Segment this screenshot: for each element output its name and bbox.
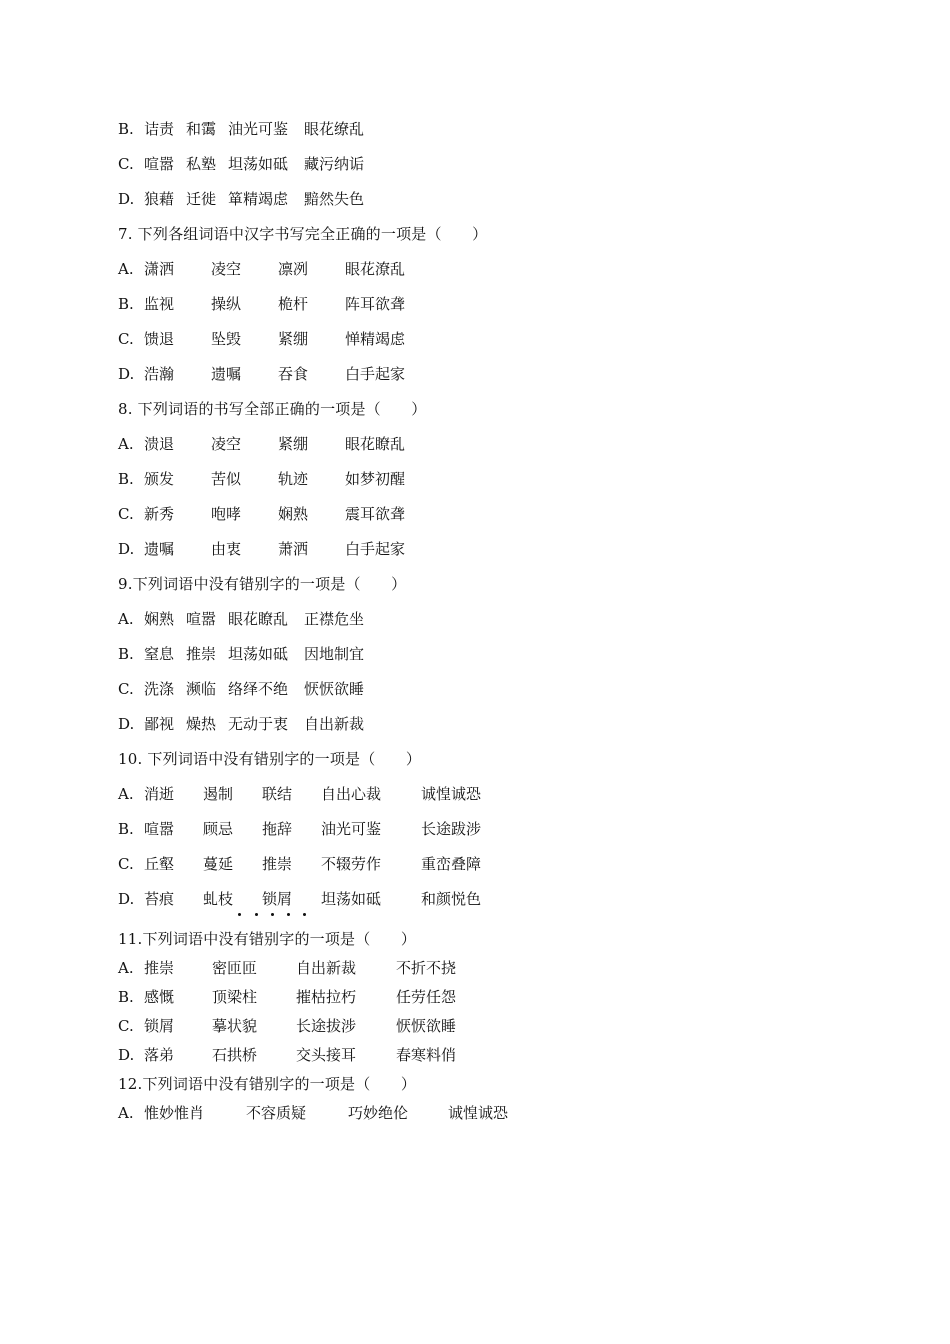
option-word: 虬枝 [203, 890, 234, 908]
question-stem: 8. 下列词语的书写全部正确的一项是（ ） [118, 400, 427, 418]
option-letter: C. [118, 680, 134, 698]
option-word: 摹状貌 [212, 1017, 258, 1035]
emphasis-dots [118, 917, 898, 925]
option-word: 阵耳欲聋 [345, 295, 406, 313]
option-word: 喧嚣 [186, 610, 217, 628]
option-word: 燥热 [186, 715, 217, 733]
emphasis-dot [271, 913, 274, 916]
option-row [118, 882, 898, 917]
option-row [118, 1099, 898, 1128]
option-word: 咆哮 [211, 505, 242, 523]
option-word: 任劳任怨 [396, 988, 457, 1006]
option-word: 长途跋涉 [421, 820, 482, 838]
option-word: 眼花瞭乱 [345, 435, 406, 453]
option-word: 萧洒 [278, 540, 309, 558]
option-word: 感慨 [144, 988, 175, 1006]
option-word: 如梦初醒 [345, 470, 406, 488]
question-stem: 11.下列词语中没有错别字的一项是（ ） [118, 930, 417, 948]
option-word: 惟妙惟肖 [144, 1104, 205, 1122]
option-letter: B. [118, 120, 134, 138]
option-word: 蔓延 [203, 855, 234, 873]
question-stem: 7. 下列各组词语中汉字书写完全正确的一项是（ ） [118, 225, 488, 243]
option-word: 不容质疑 [246, 1104, 307, 1122]
option-word: 恹恹欲睡 [396, 1017, 457, 1035]
option-word: 苔痕 [144, 890, 175, 908]
option-letter: D. [118, 190, 135, 208]
option-letter: D. [118, 715, 135, 733]
option-letter: A. [118, 785, 134, 803]
option-word: 操纵 [211, 295, 242, 313]
option-letter: C. [118, 330, 134, 348]
option-letter: B. [118, 470, 134, 488]
option-word: 拖辞 [262, 820, 293, 838]
option-word: 凌空 [211, 435, 242, 453]
option-letter: C. [118, 155, 134, 173]
option-row [118, 182, 898, 217]
option-letter: C. [118, 855, 134, 873]
option-word: 顶梁柱 [212, 988, 258, 1006]
option-word: 石拱桥 [212, 1046, 258, 1064]
option-word: 锁屑 [262, 890, 293, 908]
option-word: 紧绷 [278, 435, 309, 453]
option-word: 推崇 [186, 645, 217, 663]
option-word: 窒息 [144, 645, 175, 663]
option-letter: C. [118, 1017, 134, 1035]
option-word: 油光可鉴 [228, 120, 289, 138]
option-row [118, 954, 898, 983]
option-letter: B. [118, 645, 134, 663]
option-word: 无动于衷 [228, 715, 289, 733]
option-word: 坠毁 [211, 330, 242, 348]
option-word: 不辍劳作 [321, 855, 382, 873]
option-row [118, 252, 898, 287]
option-word: 溃退 [144, 435, 175, 453]
option-word: 恹恹欲睡 [304, 680, 365, 698]
option-word: 正襟危坐 [304, 610, 365, 628]
option-word: 消逝 [144, 785, 175, 803]
option-letter: A. [118, 959, 134, 977]
option-word: 惮精竭虑 [345, 330, 406, 348]
option-word: 重峦叠障 [421, 855, 482, 873]
option-row [118, 707, 898, 742]
question-stem: 10. 下列词语中没有错别字的一项是（ ） [118, 750, 422, 768]
option-word: 吞食 [278, 365, 309, 383]
option-word: 潇洒 [144, 260, 175, 278]
option-word: 和颜悦色 [421, 890, 482, 908]
option-word: 锁屑 [144, 1017, 175, 1035]
emphasis-dot [255, 913, 258, 916]
option-word: 私塾 [186, 155, 217, 173]
option-word: 遏制 [203, 785, 234, 803]
option-word: 顾忌 [203, 820, 234, 838]
option-word: 坦荡如砥 [228, 645, 289, 663]
option-word: 浩瀚 [144, 365, 175, 383]
emphasis-dot [287, 913, 290, 916]
option-word: 喧嚣 [144, 820, 175, 838]
option-row [118, 672, 898, 707]
option-word: 眼花潦乱 [345, 260, 406, 278]
option-word: 凌空 [211, 260, 242, 278]
option-word: 紧绷 [278, 330, 309, 348]
question-11 [118, 925, 898, 1070]
option-word: 推崇 [144, 959, 175, 977]
option-word: 遗嘱 [144, 540, 175, 558]
question-6-options [118, 112, 898, 217]
question-stem: 9.下列词语中没有错别字的一项是（ ） [118, 575, 407, 593]
option-word: 白手起家 [345, 365, 406, 383]
option-word: 自出心裁 [321, 785, 382, 803]
option-word: 自出新裁 [296, 959, 357, 977]
option-row [118, 812, 898, 847]
emphasis-dot [238, 913, 241, 916]
option-word: 诚惶诚恐 [448, 1104, 509, 1122]
option-letter: A. [118, 435, 134, 453]
option-row [118, 357, 898, 392]
option-letter: B. [118, 988, 134, 1006]
option-word: 喧嚣 [144, 155, 175, 173]
option-row [118, 462, 898, 497]
option-letter: C. [118, 505, 134, 523]
option-word: 迁徙 [186, 190, 217, 208]
option-letter: B. [118, 295, 134, 313]
option-word: 落弟 [144, 1046, 175, 1064]
option-word: 狼藉 [144, 190, 175, 208]
option-letter: A. [118, 1104, 134, 1122]
option-word: 络绎不绝 [228, 680, 289, 698]
question-12 [118, 1070, 898, 1128]
option-word: 藏污纳诟 [304, 155, 365, 173]
question-10 [118, 742, 898, 917]
option-word: 桅杆 [278, 295, 309, 313]
option-word: 推崇 [262, 855, 293, 873]
option-row [118, 777, 898, 812]
option-word: 不折不挠 [396, 959, 457, 977]
question-7 [118, 217, 898, 392]
option-word: 由衷 [211, 540, 242, 558]
option-word: 遗嘱 [211, 365, 242, 383]
option-word: 因地制宜 [304, 645, 365, 663]
worksheet [118, 112, 898, 1128]
option-word: 眼花缭乱 [304, 120, 365, 138]
option-word: 诘责 [144, 120, 175, 138]
option-word: 黯然失色 [304, 190, 365, 208]
option-word: 洗涤 [144, 680, 175, 698]
option-word: 坦荡如砥 [321, 890, 382, 908]
emphasis-dot [303, 913, 306, 916]
option-row [118, 497, 898, 532]
option-word: 凛冽 [278, 260, 309, 278]
option-letter: A. [118, 610, 134, 628]
option-letter: D. [118, 890, 135, 908]
option-word: 濒临 [186, 680, 217, 698]
option-row [118, 602, 898, 637]
option-row [118, 532, 898, 567]
option-word: 馈退 [144, 330, 175, 348]
option-word: 新秀 [144, 505, 175, 523]
question-8 [118, 392, 898, 567]
option-word: 箪精竭虑 [228, 190, 289, 208]
question-9 [118, 567, 898, 742]
option-word: 坦荡如砥 [228, 155, 289, 173]
option-word: 轨迹 [278, 470, 309, 488]
option-row [118, 112, 898, 147]
option-word: 油光可鉴 [321, 820, 382, 838]
option-word: 密匝匝 [212, 959, 258, 977]
option-row [118, 287, 898, 322]
option-row [118, 637, 898, 672]
option-word: 自出新裁 [304, 715, 365, 733]
option-word: 监视 [144, 295, 175, 313]
option-word: 交头接耳 [296, 1046, 357, 1064]
option-word: 苦似 [211, 470, 242, 488]
option-word: 长途拔涉 [296, 1017, 357, 1035]
option-word: 摧枯拉朽 [296, 988, 357, 1006]
option-word: 诚惶诚恐 [421, 785, 482, 803]
option-word: 震耳欲聋 [345, 505, 406, 523]
option-row [118, 1012, 898, 1041]
question-stem: 12.下列词语中没有错别字的一项是（ ） [118, 1075, 417, 1093]
option-word: 白手起家 [345, 540, 406, 558]
option-row [118, 322, 898, 357]
option-word: 春寒料俏 [396, 1046, 457, 1064]
option-letter: D. [118, 1046, 135, 1064]
option-row [118, 847, 898, 882]
option-row [118, 147, 898, 182]
option-word: 鄙视 [144, 715, 175, 733]
option-word: 和霭 [186, 120, 217, 138]
option-word: 娴熟 [144, 610, 175, 628]
option-row [118, 427, 898, 462]
option-word: 巧妙绝伦 [348, 1104, 409, 1122]
option-letter: D. [118, 540, 135, 558]
option-word: 颁发 [144, 470, 175, 488]
option-word: 眼花瞭乱 [228, 610, 289, 628]
option-letter: D. [118, 365, 135, 383]
option-letter: B. [118, 820, 134, 838]
option-word: 联结 [262, 785, 293, 803]
option-letter: A. [118, 260, 134, 278]
option-row [118, 983, 898, 1012]
option-word: 娴熟 [278, 505, 309, 523]
option-row [118, 1041, 898, 1070]
option-word: 丘壑 [144, 855, 175, 873]
